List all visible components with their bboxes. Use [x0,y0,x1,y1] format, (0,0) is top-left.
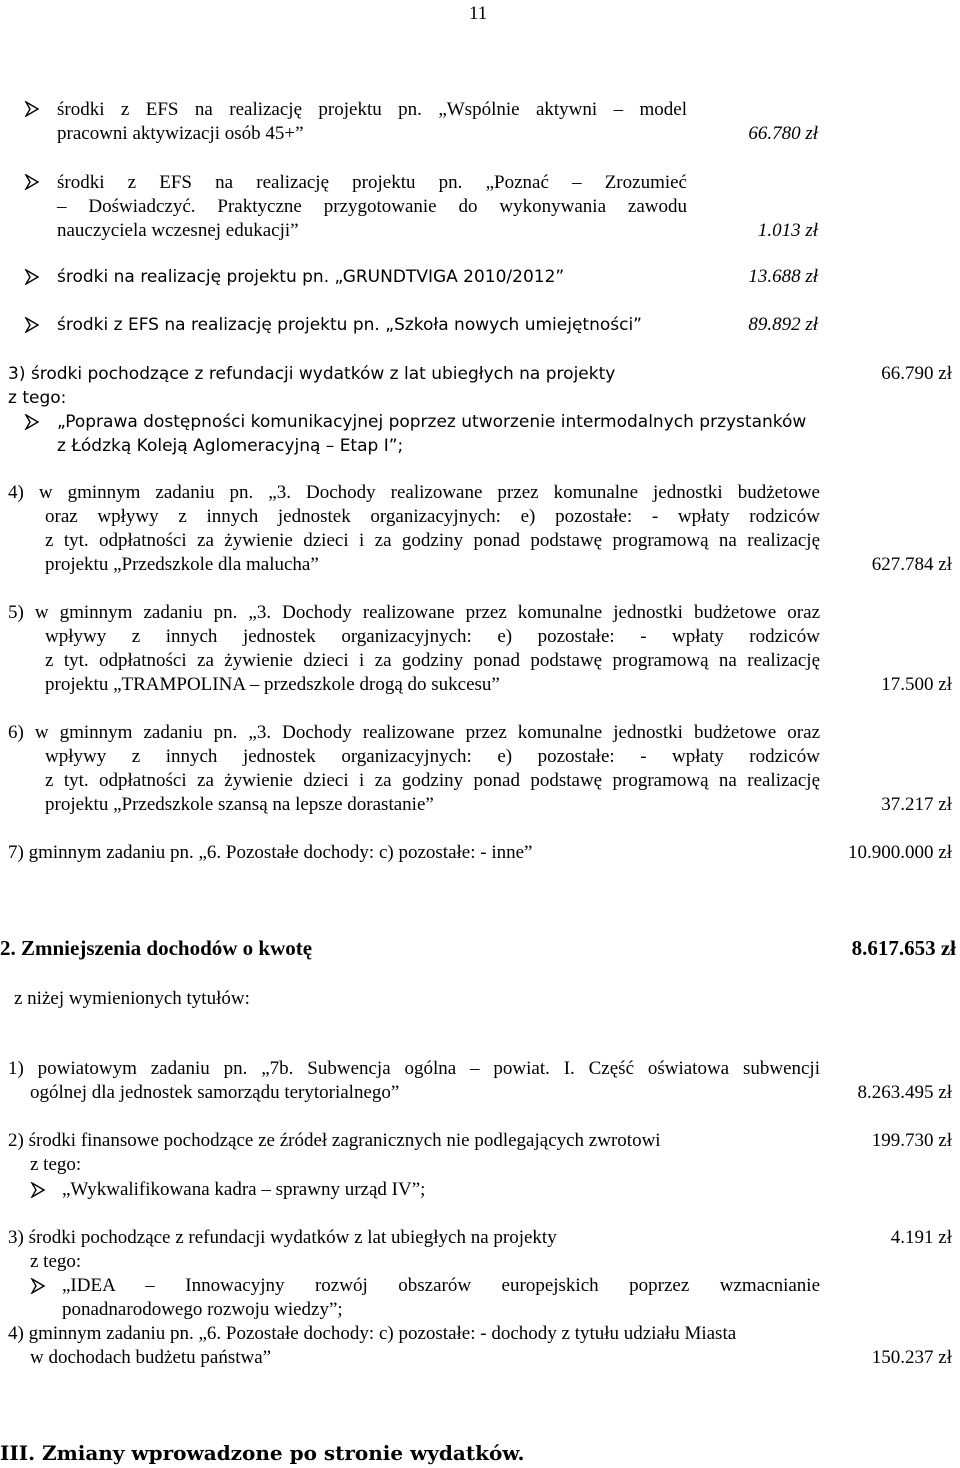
arrow-bullet-icon [30,1182,46,1198]
amount: 150.237 zł [871,1347,952,1368]
bullet-text: pracowni aktywizacji osób 45+” [57,123,304,144]
item-text: 5) w gminnym zadaniu pn. „3. Dochody realizowane przez komunalne jednostki budżetowe oraz [8,602,820,623]
item-text: oraz wpływy z innych jednostek organizacyjnych: e) pozostałe: - wpłaty rodziców [45,506,820,527]
page-number: 11 [469,3,488,24]
item-text: 6) w gminnym zadaniu pn. „3. Dochody realizowane przez komunalne jednostki budżetowe oraz [8,722,820,743]
bullet-text: – Doświadczyć. Praktyczne przygotowanie do wykonywania zawodu [57,196,687,217]
amount: 10.900.000 zł [848,842,952,863]
amount: 8.263.495 zł [857,1082,952,1103]
item-text: wpływy z innych jednostek organizacyjnych: e) pozostałe: - wpłaty rodziców [45,746,820,767]
bullet-text: środki z EFS na realizację projektu pn. „Szkoła nowych umiejętności” [57,315,642,335]
item-text: z tego: [30,1154,82,1175]
bullet-text: środki na realizację projektu pn. „GRUNDTVIGA 2010/2012” [57,267,565,287]
section-amount: 8.617.653 zł [851,936,956,960]
bullet-text: środki z EFS na realizację projektu pn. „Wspólnie aktywni – model [57,99,687,120]
amount: 37.217 zł [881,794,952,815]
bullet-text: „Poprawa dostępności komunikacyjnej poprzez utworzenie intermodalnych przystanków [57,412,807,432]
amount: 17.500 zł [881,674,952,695]
item-text: w dochodach budżetu państwa” [30,1347,272,1368]
item-text: 4) w gminnym zadaniu pn. „3. Dochody realizowane przez komunalne jednostki budżetowe [8,482,820,503]
item-text: 7) gminnym zadaniu pn. „6. Pozostałe dochody: c) pozostałe: - inne” [8,842,533,863]
item-text: ogólnej dla jednostek samorządu terytorialnego” [30,1082,400,1103]
amount: 1.013 zł [757,220,818,241]
bullet-text: „Wykwalifikowana kadra – sprawny urząd IV”; [62,1179,426,1200]
arrow-bullet-icon [24,414,40,430]
item-text: z tego: [30,1251,82,1272]
amount: 89.892 zł [748,314,818,335]
section-heading: 2. Zmniejszenia dochodów o kwotę [0,936,313,960]
item-text: z tyt. odpłatności za żywienie dzieci i za godziny ponad podstawę programową na realizację [45,530,820,551]
amount: 66.790 zł [881,363,952,384]
amount: 199.730 zł [871,1130,952,1151]
item-text: 2) środki finansowe pochodzące ze źródeł zagranicznych nie podlegających zwrotowi [8,1130,661,1151]
bullet-text: ponadnarodowego rozwoju wiedzy”; [62,1299,343,1320]
arrow-bullet-icon [24,101,40,117]
item-text: 4) gminnym zadaniu pn. „6. Pozostałe dochody: c) pozostałe: - dochody z tytułu udziału Miasta [8,1323,737,1344]
arrow-bullet-icon [24,174,40,190]
item-text: projektu „Przedszkole szansą na lepsze dorastanie” [45,794,434,815]
arrow-bullet-icon [24,317,40,333]
item-text: z tego: [8,388,67,408]
amount: 13.688 zł [748,266,818,287]
bullet-text: środki z EFS na realizację projektu pn. „Poznać – Zrozumieć [57,172,687,193]
bullet-text: „IDEA – Innowacyjny rozwój obszarów europejskich poprzez wzmacnianie [62,1275,820,1296]
item-text: z tyt. odpłatności za żywienie dzieci i za godziny ponad podstawę programową na realizację [45,650,820,671]
item-text: projektu „TRAMPOLINA – przedszkole drogą do sukcesu” [45,674,500,695]
amount: 66.780 zł [748,123,818,144]
item-text: wpływy z innych jednostek organizacyjnych: e) pozostałe: - wpłaty rodziców [45,626,820,647]
amount: 627.784 zł [871,554,952,575]
amount: 4.191 zł [890,1227,952,1248]
item-text: 3) środki pochodzące z refundacji wydatków z lat ubiegłych na projekty [8,364,616,384]
item-text: projektu „Przedszkole dla malucha” [45,554,319,575]
section-subheading: z niżej wymienionych tytułów: [14,988,250,1009]
arrow-bullet-icon [30,1278,46,1294]
item-text: 3) środki pochodzące z refundacji wydatków z lat ubiegłych na projekty [8,1227,557,1248]
arrow-bullet-icon [24,269,40,285]
bullet-text: z Łódzką Koleją Aglomeracyjną – Etap I”; [57,436,404,456]
item-text: z tyt. odpłatności za żywienie dzieci i za godziny ponad podstawę programową na realizację [45,770,820,791]
item-text: 1) powiatowym zadaniu pn. „7b. Subwencja ogólna – powiat. I. Część oświatowa subwencji [8,1058,820,1079]
bullet-text: nauczyciela wczesnej edukacji” [57,220,299,241]
section-heading: III. Zmiany wprowadzone po stronie wydatków. [0,1441,525,1465]
